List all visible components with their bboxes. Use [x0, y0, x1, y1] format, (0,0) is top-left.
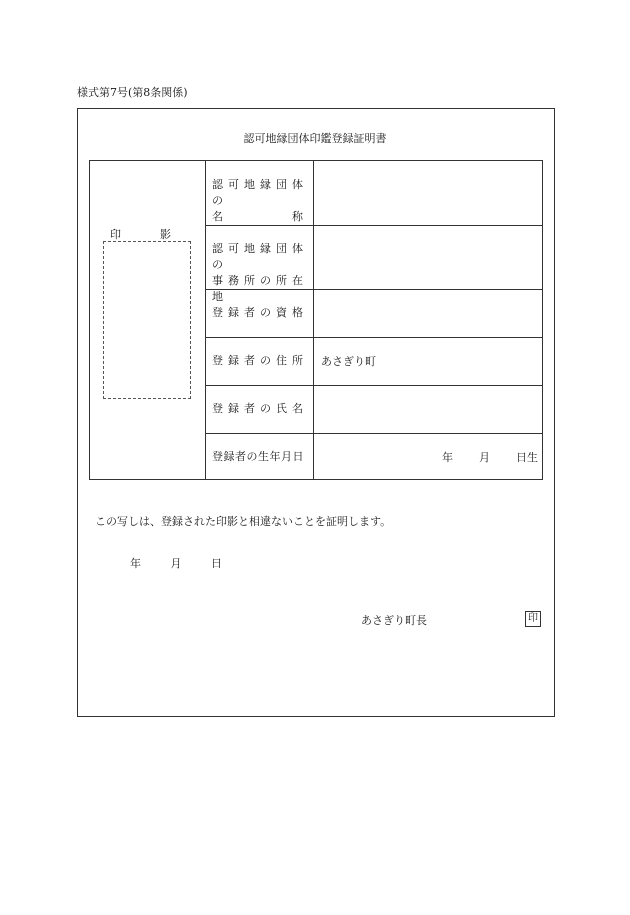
issue-date: [130, 555, 248, 571]
row-divider: [206, 337, 542, 338]
issuer-name: あさぎり町長: [361, 614, 427, 627]
seal-impression-box: [103, 241, 191, 399]
dob-day: 日生: [516, 451, 538, 464]
registrant-address-value: あさぎり町: [321, 355, 376, 368]
certification-text: この写しは、登録された印影と相違ないことを証明します。: [95, 515, 392, 528]
seal-impression-label: 印 影: [110, 228, 185, 241]
registrant-name-label: 登録者の氏名: [212, 402, 308, 415]
dob-value: [442, 449, 538, 465]
issue-day: 日: [211, 557, 222, 570]
qualification-label: 登録者の資格: [212, 306, 308, 319]
dob-month: 月: [479, 451, 490, 464]
document-title: 認可地縁団体印鑑登録証明書: [243, 132, 387, 145]
official-seal-mark: 印: [525, 611, 541, 627]
registrant-address-label: 登録者の住所: [212, 354, 308, 367]
registration-table: [89, 160, 543, 480]
form-number: 様式第7号(第8条関係): [77, 86, 188, 99]
row-divider: [206, 385, 542, 386]
office-address-label: 認可地縁団体の 事務所の所在地: [212, 242, 308, 303]
org-name-label: 認可地縁団体の 名 称: [212, 178, 308, 223]
issue-month: 月: [170, 557, 182, 570]
dob-label: 登録者の生年月日: [212, 450, 304, 463]
issue-year: 年: [130, 557, 141, 570]
row-divider: [206, 225, 542, 226]
dob-year: 年: [442, 451, 453, 464]
row-divider: [206, 433, 542, 434]
seal-impression-column: [90, 161, 206, 479]
